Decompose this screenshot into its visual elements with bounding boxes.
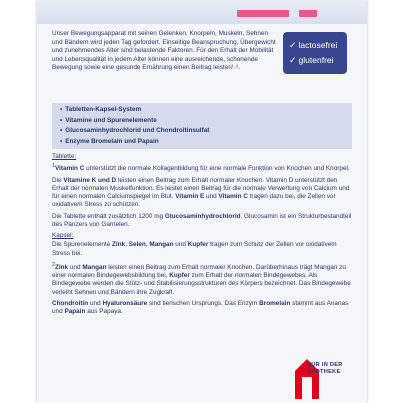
bullet-icon: •	[60, 106, 63, 113]
glutenfrei-label: glutenfrei	[298, 55, 334, 65]
feature-item: • Enzyme Bromelain und Papain	[60, 137, 159, 145]
bullet-icon: •	[60, 137, 63, 145]
glutenfrei-line	[289, 53, 341, 68]
top-pink-bar-small	[299, 10, 317, 17]
intro-text: Unser Bewegungsapparat mit seinen Gelenken, Knorpeln, Muskeln, Sehnen und Bändern wird jeden Tag gefordert. Einseitige Beanspruchung, Übergewicht und zunehmendes Alter sind belastende Faktoren. Für den Erhalt der Mobilität und Lebensqualität in jedem Alter können eine ausreichende, schonende Bewegung sowie eine gesunde Ernährung einen Beitrag leisten¹˒².	[52, 30, 276, 72]
top-pink-bar	[237, 10, 289, 17]
tablette-paragraph-1: $^1$Vitamin C unterstützt die normale Kollagenbildung für eine normale Funktion von Knochen und Knorpel.	[52, 163, 350, 173]
check-icon: ✓	[289, 40, 297, 50]
feature-item: • Glucosaminhydrochlorid und Chondroitinsulfat	[60, 127, 210, 134]
tablette-paragraph-3: Die Tablette enthält zusätzlich 1200 mg Glucosaminhydrochlorid. Glucosamin ist ein Strukturbestandteil des Panzers von Garnelen.	[52, 212, 352, 228]
bullet-icon: •	[60, 127, 63, 134]
tablette-heading: Tablette:	[52, 153, 77, 160]
package-back-panel	[37, 0, 367, 403]
apotheke-seal-text: NUR IN DER APOTHEKE	[307, 362, 343, 375]
feature-list	[52, 103, 352, 149]
kapsel-paragraph-2: $^2$Zink und Mangan leisten einen Beitrag zum Erhalt normaler Knochen. Darüberhinaus trägt Mangan zu einer normalen Bindegewebsbildung bei, Kupfer zum Erhalt der normalen Bindegewebes. Als Bindegewebe werden die Stütz- und Stabilisierungsstrukturen des Körpers bezeichnet. Das Bindegewebe verleiht Sehnen und Bändern ihre Zugkraft.	[52, 262, 351, 296]
allergen-badge	[283, 32, 347, 74]
feature-item: • Tabletten-Kapsel-System	[60, 106, 142, 113]
bullet-icon: •	[60, 116, 63, 124]
feature-item: • Vitamine und Spurenelemente	[60, 116, 157, 124]
tablette-paragraph-2: Die Vitamine K und D leisten einen Beitrag zum Erhalt normaler Knochen. Vitamin D unterstützt den Erhalt der normalen Muskelfunktion. Es leistet einen Beitrag für die normale Verwertung von Calcium und für einen normalen Calciumspiegel im Blut. Vitamin E und Vitamin C tragen dazu bei, die Zellen vor oxidativem Stress zu schützen.	[52, 176, 350, 209]
kapsel-paragraph-3: Chondroitin und Hyaluronsäure sind tierischen Ursprungs. Das Enzym Bromelain stammt aus Ananas und Papain aus Papaya.	[52, 300, 349, 316]
top-edge-strip	[37, 0, 367, 24]
check-icon: ✓	[289, 55, 297, 65]
kapsel-paragraph-1: Die Spurenelemente Zink, Selen, Mangan und Kupfer tragen zum Schutz der Zellen vor oxidativem Stress bei.	[52, 241, 337, 257]
ingredient-description	[52, 153, 352, 320]
lactosefrei-line	[289, 38, 341, 53]
lactosefrei-label: lactosefrei	[298, 40, 338, 50]
kapsel-heading: Kapsel:	[52, 232, 74, 240]
